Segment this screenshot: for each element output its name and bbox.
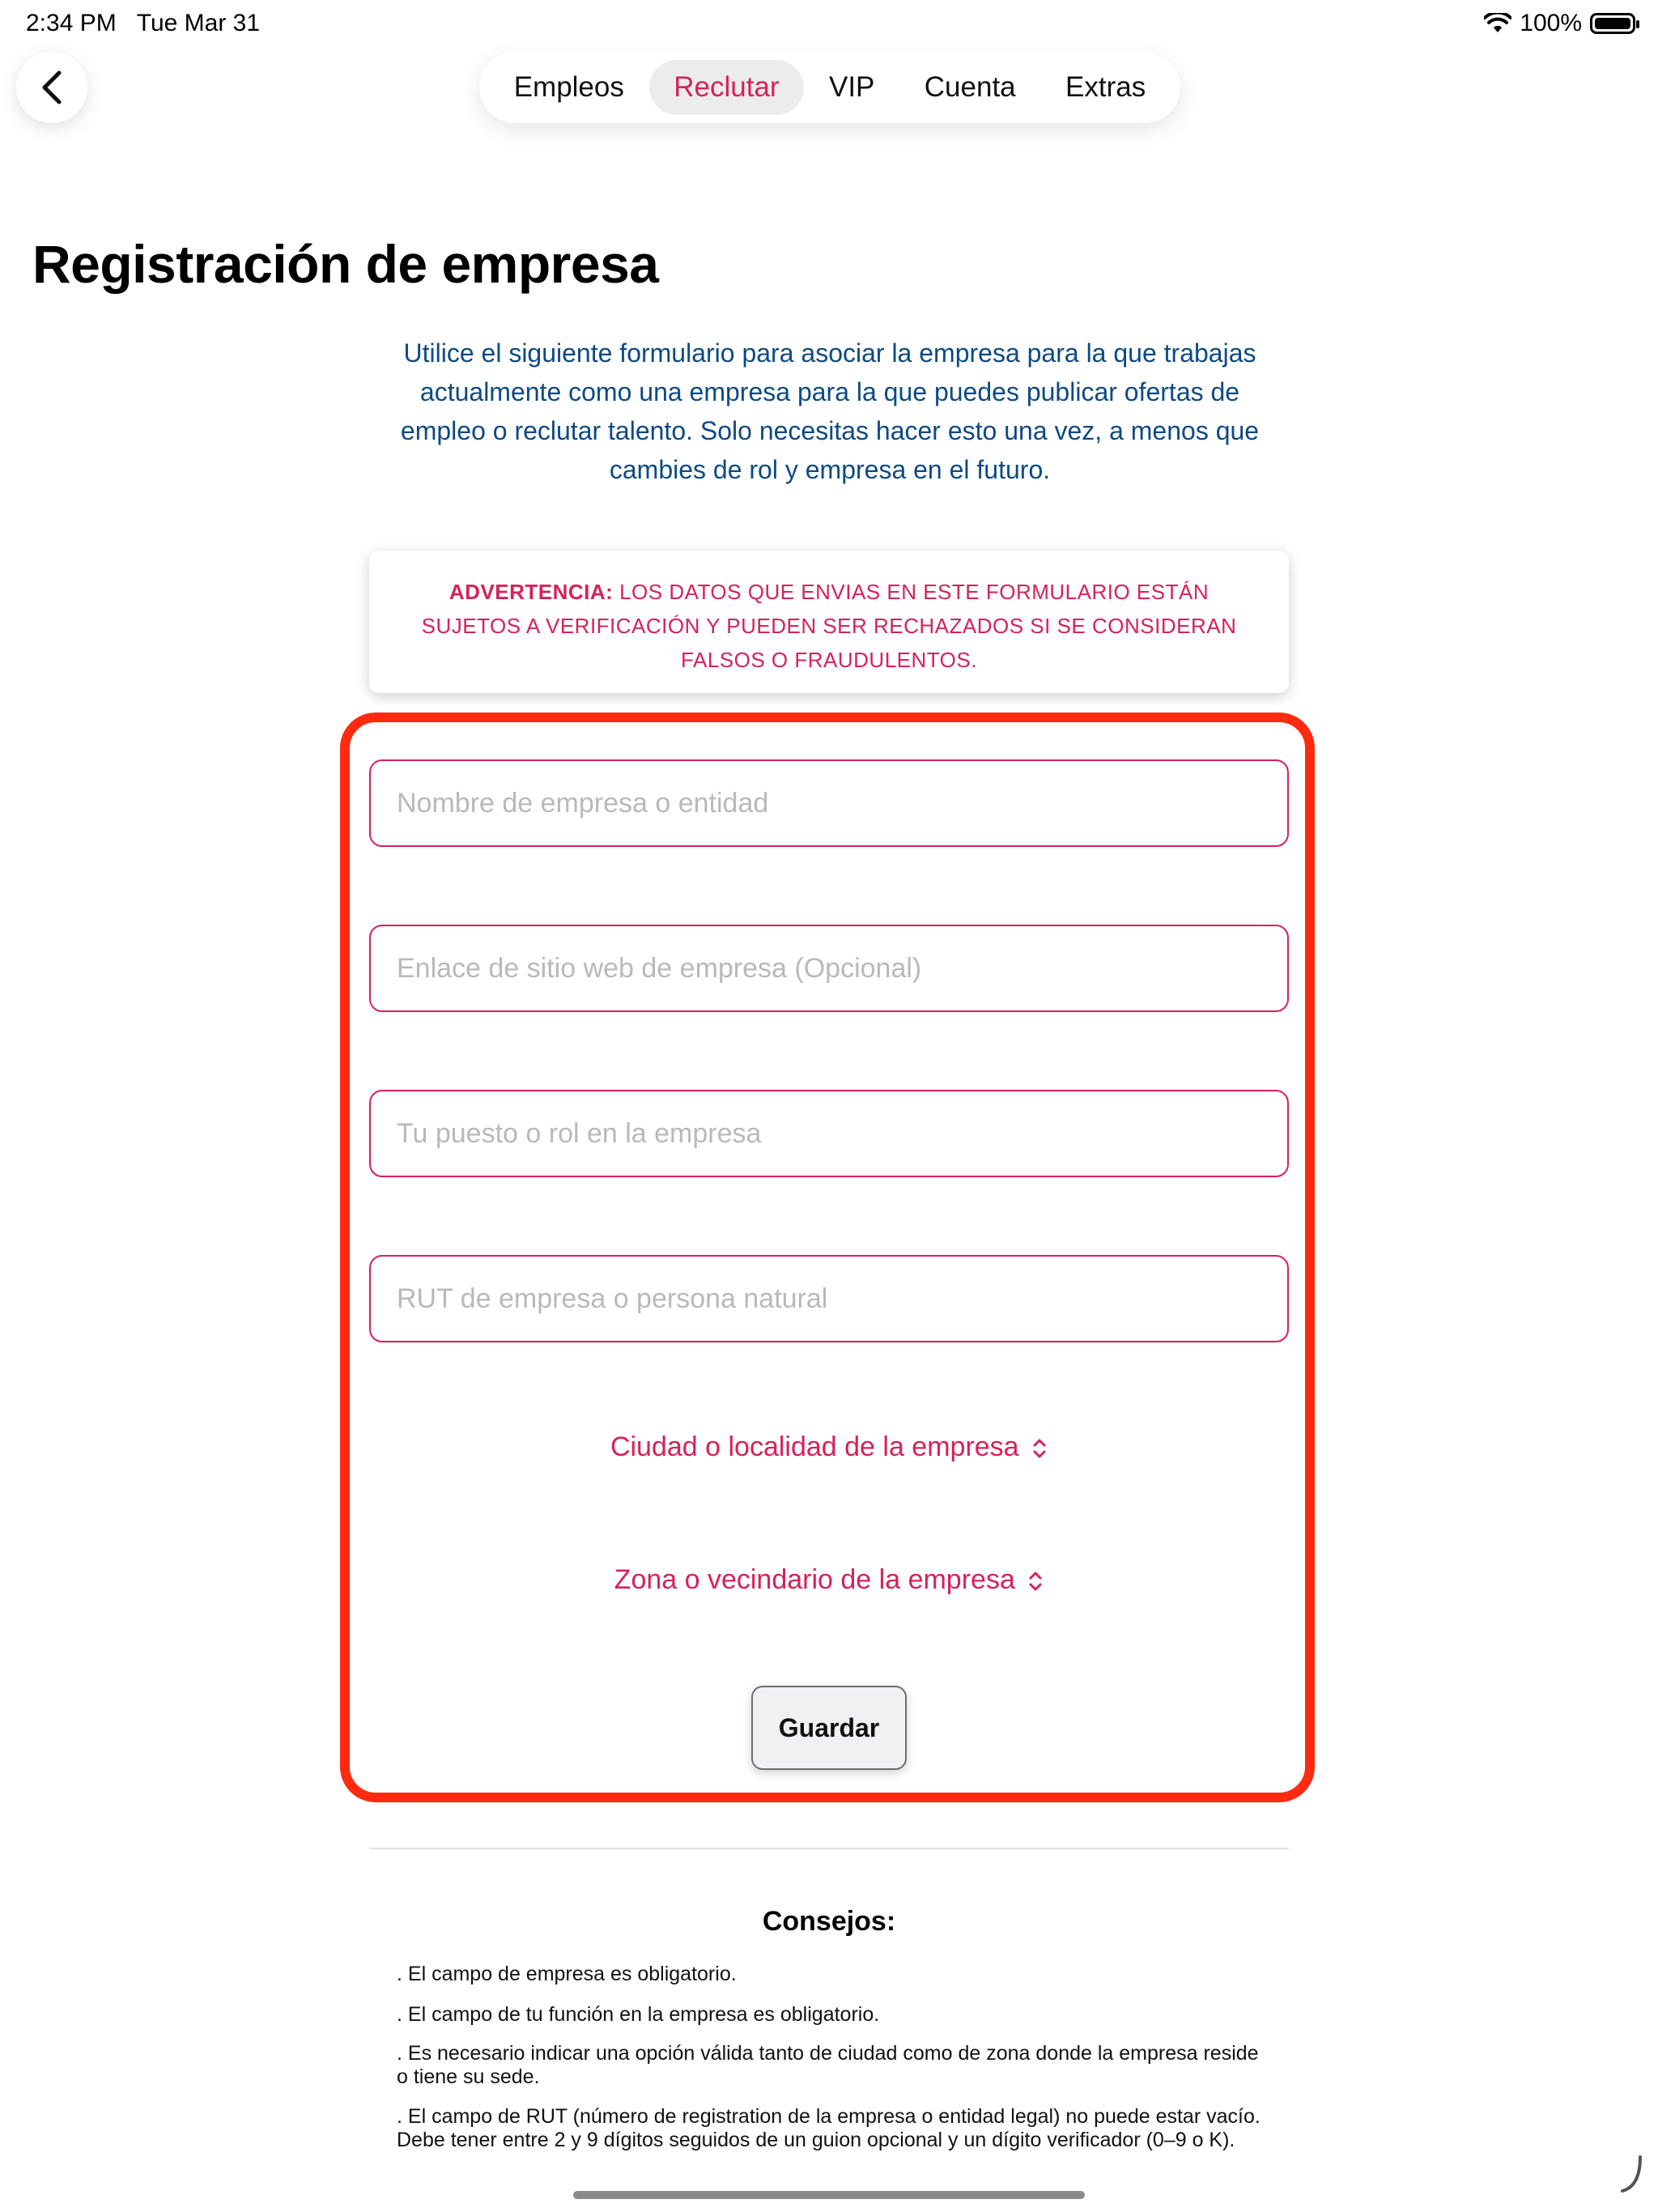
battery-icon xyxy=(1590,13,1635,34)
warning-label: ADVERTENCIA: xyxy=(449,580,614,604)
company-name-input[interactable] xyxy=(369,759,1289,847)
city-picker-label: Ciudad o localidad de la empresa xyxy=(610,1431,1019,1462)
tip-item: . El campo de RUT (número de registration de la empresa o entidad legal) no puede estar vacío. Debe tener entre 2 y 9 dígitos seguidos de un guion opcional y un dígito verificador (0–9 o K). xyxy=(397,2105,1261,2151)
divider xyxy=(369,1848,1289,1849)
tips-title: Consejos: xyxy=(762,1906,896,1937)
status-time-date xyxy=(26,10,260,37)
page-title: Registración de empresa xyxy=(32,234,659,294)
status-indicators xyxy=(1484,10,1635,37)
tab-vip[interactable]: VIP xyxy=(828,71,875,103)
chevron-up-down-icon xyxy=(1027,1569,1044,1593)
company-website-input[interactable] xyxy=(369,925,1289,1012)
scroll-indicator-icon xyxy=(1619,2154,1643,2194)
save-button[interactable]: Guardar xyxy=(751,1686,907,1770)
battery-percent: 100% xyxy=(1520,10,1582,36)
tip-item: . Es necesario indicar una opción válida tanto de ciudad como de zona donde la empresa reside o tiene su sede. xyxy=(397,2042,1259,2088)
home-indicator[interactable] xyxy=(573,2191,1085,2199)
top-tab-bar xyxy=(479,52,1180,123)
status-time: 2:34 PM xyxy=(26,10,117,36)
warning-card xyxy=(369,551,1289,693)
city-picker[interactable] xyxy=(369,1431,1289,1463)
chevron-left-icon xyxy=(40,70,64,105)
warning-text: LOS DATOS QUE ENVIAS EN ESTE FORMULARIO ESTÁN SUJETOS A VERIFICACIÓN Y PUEDEN SER RECHAZADOS SI SE CONSIDERAN FALSOS O FRAUDULENTOS. xyxy=(421,580,1237,672)
rut-input[interactable] xyxy=(369,1255,1289,1342)
tab-reclutar[interactable]: Reclutar xyxy=(649,60,803,115)
tip-item: . El campo de tu función en la empresa es obligatorio. xyxy=(397,2003,880,2026)
status-date: Tue Mar 31 xyxy=(136,10,261,36)
wifi-icon xyxy=(1484,13,1511,34)
role-input[interactable] xyxy=(369,1090,1289,1177)
tab-empleos[interactable]: Empleos xyxy=(513,71,624,103)
tab-cuenta[interactable]: Cuenta xyxy=(924,71,1016,103)
zone-picker[interactable] xyxy=(369,1564,1289,1596)
zone-picker-label: Zona o vecindario de la empresa xyxy=(614,1564,1015,1595)
intro-text: Utilice el siguiente formulario para asociar la empresa para la que trabajas actualmente como una empresa para la que puedes publicar ofertas de empleo o reclutar talento. Solo necesitas hacer esto una vez, a menos que cambies de rol y empresa en el futuro. xyxy=(400,338,1260,484)
tip-item: . El campo de empresa es obligatorio. xyxy=(397,1963,737,1985)
chevron-up-down-icon xyxy=(1031,1436,1048,1461)
tab-extras[interactable]: Extras xyxy=(1065,71,1146,103)
back-button[interactable] xyxy=(16,52,87,123)
